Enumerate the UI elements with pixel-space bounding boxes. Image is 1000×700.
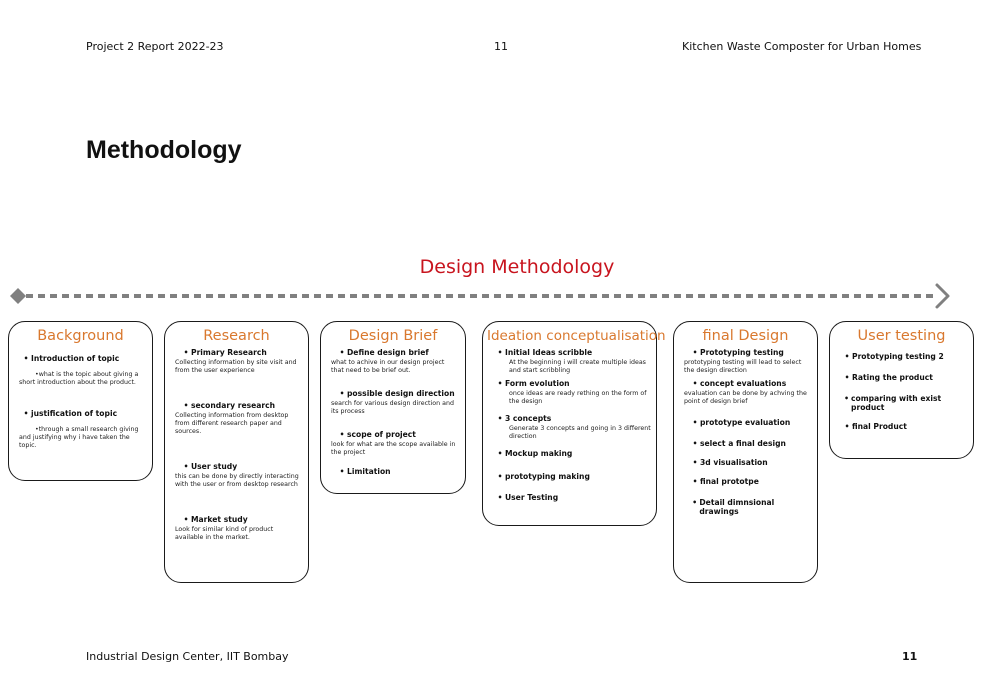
stage-item-heading-text: justification of topic <box>31 409 118 418</box>
stage-title: final Design <box>702 328 789 344</box>
stage-item <box>838 352 965 361</box>
stage-item-heading <box>842 394 965 412</box>
stage-item-heading <box>181 515 300 524</box>
stage-item-description: evaluation can be done by achving the point of design brief <box>684 390 807 405</box>
stage-item <box>838 373 965 382</box>
stage-item <box>329 467 457 476</box>
bullet-icon: • <box>23 409 29 418</box>
stage-background <box>8 321 153 481</box>
bullet-icon: • <box>497 493 503 502</box>
stage-item <box>838 422 965 431</box>
stage-item <box>682 379 809 406</box>
stage-item-heading <box>690 477 809 486</box>
bullet-icon: • <box>692 439 698 448</box>
stage-item-heading-text: concept evaluations <box>700 379 787 388</box>
stage-item-description: Collecting information from desktop from different research paper and sources. <box>175 412 289 435</box>
stage-ideation <box>482 321 666 526</box>
stage-item-heading-text: Market study <box>191 515 248 524</box>
stage-item-description: look for what are the scope available in the project <box>331 441 456 456</box>
stage-item-heading-text: User study <box>191 462 238 471</box>
stage-item-heading-text: secondary research <box>191 401 276 410</box>
stage-item <box>173 348 300 375</box>
bullet-icon: • <box>497 414 503 423</box>
stage-item-heading <box>181 401 300 410</box>
stage-item-heading <box>690 379 809 388</box>
stage-item-heading <box>690 498 809 516</box>
stage-item-heading-text: final Product <box>852 422 907 431</box>
stage-item-heading <box>21 409 144 418</box>
stage-item-heading-text: 3 concepts <box>505 414 552 423</box>
stage-item <box>329 430 457 457</box>
stage-item-heading-text: Mockup making <box>505 449 573 458</box>
diamond-icon <box>10 288 26 304</box>
stage-item-heading-text: 3d visualisation <box>700 458 768 467</box>
stage-item-heading-text: comparing with exist product <box>851 394 942 412</box>
bullet-icon: • <box>183 348 189 357</box>
stage-item-heading-text: User Testing <box>505 493 559 502</box>
footer-page-number: 11 <box>902 650 918 663</box>
bullet-icon: • <box>183 515 189 524</box>
stage-item-heading <box>495 472 652 481</box>
stage-item-heading <box>690 458 809 467</box>
stage-item <box>682 477 809 486</box>
stage-item-heading <box>495 379 652 388</box>
stage-item-description: •through a small research giving and justifying why i have taken the topic. <box>19 426 139 449</box>
bullet-icon: • <box>183 462 189 471</box>
stage-item-heading-text: prototyping making <box>505 472 590 481</box>
stage-items <box>838 352 965 431</box>
stage-item <box>173 515 300 542</box>
stage-item-heading-text: Form evolution <box>505 379 570 388</box>
stage-item-heading <box>181 462 300 471</box>
stage-item-heading <box>842 352 965 361</box>
bullet-icon: • <box>692 498 698 507</box>
stage-item <box>329 389 457 416</box>
stage-item-heading-text: Primary Research <box>191 348 267 357</box>
stage-item-heading <box>21 354 144 363</box>
stage-item <box>487 348 652 375</box>
stage-item-heading <box>337 389 457 398</box>
stage-item-heading-text: select a final design <box>700 439 786 448</box>
stage-item-description: this can be done by directly interacting with the user or from desktop research <box>175 473 299 488</box>
stage-item-heading <box>495 493 652 502</box>
stage-items <box>682 348 809 516</box>
bullet-icon: • <box>692 458 698 467</box>
stage-item-description: once ideas are ready rething on the form of the design <box>509 390 647 405</box>
timeline-arrow <box>8 282 954 310</box>
stage-title: Ideation conceptualisation <box>487 328 666 344</box>
stage-item-heading <box>690 348 809 357</box>
stage-item <box>487 472 652 481</box>
bullet-icon: • <box>844 352 850 361</box>
bullet-icon: • <box>692 348 698 357</box>
stage-item <box>329 348 457 375</box>
stage-item-heading <box>337 348 457 357</box>
header-report-title: Project 2 Report 2022-23 <box>86 40 224 53</box>
stage-item <box>173 401 300 436</box>
stage-item-description: Look for similar kind of product available in the market. <box>175 526 274 541</box>
stage-item-heading-text: Initial Ideas scribble <box>505 348 593 357</box>
stage-item-heading-text: prototype evaluation <box>700 418 791 427</box>
stage-item-heading-text: possible design direction <box>347 389 455 398</box>
stage-item <box>17 409 144 450</box>
stage-item-heading <box>495 449 652 458</box>
stage-item-description: Collecting information by site visit and from the user experience <box>175 359 297 374</box>
stage-items <box>173 348 300 542</box>
stage-title: Background <box>37 328 124 344</box>
stage-item <box>487 493 652 502</box>
stage-item-description: •what is the topic about giving a short introduction about the product. <box>19 371 139 386</box>
bullet-icon: • <box>339 348 345 357</box>
stage-item <box>487 379 652 406</box>
stage-item-heading-text: Prototyping testing 2 <box>852 352 944 361</box>
bullet-icon: • <box>339 430 345 439</box>
stage-item-heading-text: Introduction of topic <box>31 354 120 363</box>
bullet-icon: • <box>844 422 850 431</box>
stage-item-heading <box>690 418 809 427</box>
stage-item <box>173 462 300 489</box>
stage-item <box>682 498 809 516</box>
stage-item-description: what to achive in our design project that need to be brief out. <box>331 359 445 374</box>
bullet-icon: • <box>844 373 850 382</box>
diagram-title: Design Methodology <box>419 256 615 278</box>
stage-item-description: search for various design direction and its process <box>331 400 454 415</box>
bullet-icon: • <box>692 418 698 427</box>
stage-item <box>17 354 144 387</box>
bullet-icon: • <box>183 401 189 410</box>
stage-item-heading <box>337 430 457 439</box>
stage-item-heading-text: scope of project <box>347 430 416 439</box>
stage-item-heading <box>842 422 965 431</box>
stage-item <box>838 394 965 412</box>
stage-item <box>682 418 809 427</box>
bullet-icon: • <box>497 379 503 388</box>
stage-item <box>487 449 652 458</box>
stage-title: Design Brief <box>348 328 438 344</box>
stage-items <box>329 348 457 476</box>
stage-item-heading <box>181 348 300 357</box>
stage-item-heading <box>690 439 809 448</box>
stage-item-heading <box>842 373 965 382</box>
chevron-right-icon <box>937 285 948 307</box>
bullet-icon: • <box>497 472 503 481</box>
bullet-icon: • <box>497 449 503 458</box>
stage-final-design <box>673 321 818 583</box>
bullet-icon: • <box>339 467 345 476</box>
stage-item-description: At the beginning i will create multiple ideas and start scribbling <box>509 359 646 374</box>
stage-item-heading-text: Detail dimnsional drawings <box>699 498 775 516</box>
header-project-title: Kitchen Waste Composter for Urban Homes <box>682 40 922 53</box>
header-page-number: 11 <box>494 40 508 53</box>
stage-items <box>17 354 144 450</box>
page-title: Methodology <box>86 136 242 164</box>
stage-user-testing <box>829 321 974 459</box>
stage-item-heading-text: Limitation <box>347 467 391 476</box>
stage-design-brief <box>320 321 466 494</box>
bullet-icon: • <box>692 477 698 486</box>
stage-title: User testing <box>857 328 946 344</box>
bullet-icon: • <box>844 394 849 403</box>
stage-research <box>164 321 309 583</box>
stage-title: Research <box>203 328 270 344</box>
stage-item <box>487 414 652 441</box>
stage-item-heading-text: Define design brief <box>347 348 429 357</box>
stage-item-description: Generate 3 concepts and going in 3 different direction <box>509 425 651 440</box>
bullet-icon: • <box>339 389 345 398</box>
stage-items <box>487 348 652 502</box>
stage-item-description: prototyping testing will lead to select the design direction <box>684 359 802 374</box>
stage-item-heading <box>337 467 457 476</box>
stage-item-heading-text: Prototyping testing <box>700 348 784 357</box>
stage-item-heading-text: Rating the product <box>852 373 933 382</box>
stage-item <box>682 439 809 448</box>
bullet-icon: • <box>692 379 698 388</box>
bullet-icon: • <box>497 348 503 357</box>
stage-item-heading <box>495 414 652 423</box>
footer-institution: Industrial Design Center, IIT Bombay <box>86 650 289 663</box>
stage-item-heading <box>495 348 652 357</box>
stage-item-heading-text: final prototpe <box>700 477 759 486</box>
stage-item <box>682 458 809 467</box>
stage-item <box>682 348 809 375</box>
bullet-icon: • <box>23 354 29 363</box>
